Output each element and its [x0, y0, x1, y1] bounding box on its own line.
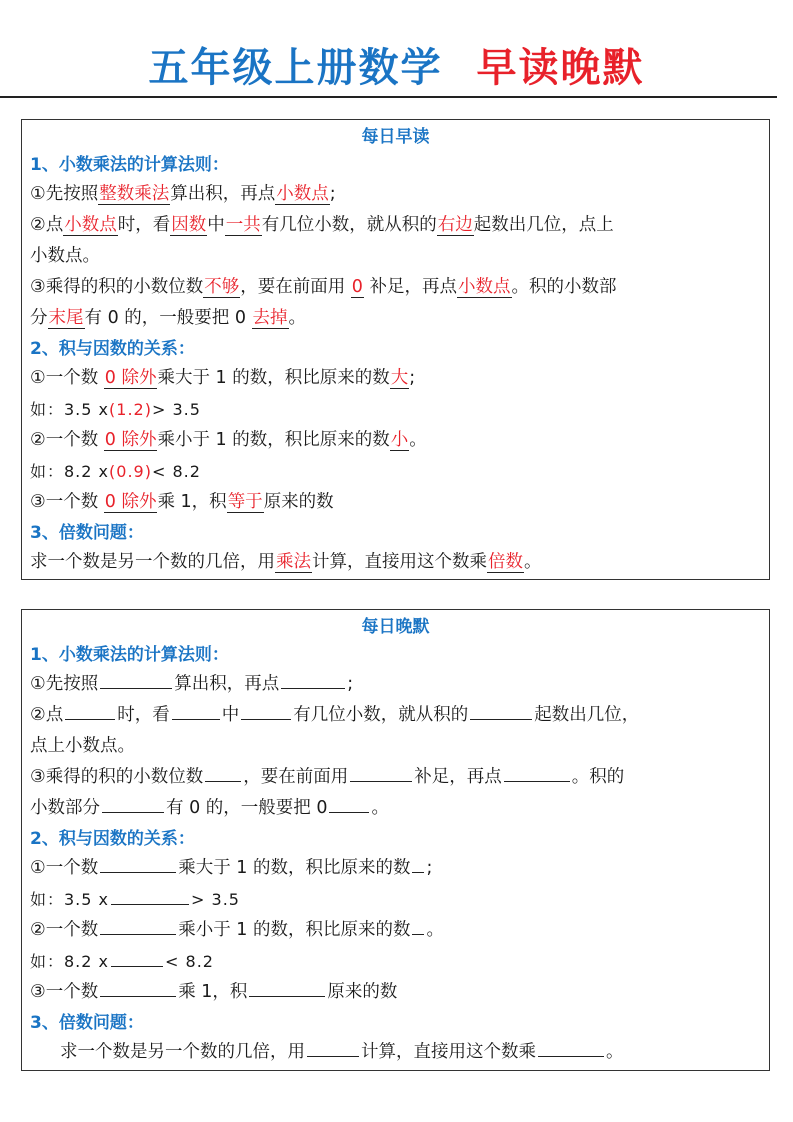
section-heading-2: 2、积与因数的关系： — [30, 829, 195, 849]
text: ①一个数 — [30, 368, 99, 388]
relation-line-2 — [30, 425, 761, 456]
answer: 去掉 — [252, 308, 288, 328]
answer: 一共 — [225, 215, 261, 235]
text: 有几位小数，就从积的 — [293, 705, 469, 725]
text: 计算，直接用这个数乘 — [361, 1042, 536, 1062]
section-heading-1: 1、小数乘法的计算法则： — [30, 155, 229, 175]
text: 。 — [288, 308, 307, 328]
evening-dictation-box — [21, 609, 770, 1071]
blank-field[interactable] — [100, 916, 176, 935]
blank-field[interactable] — [504, 763, 570, 782]
text: 乘大于 1 的数，积比原来的数 — [157, 368, 390, 388]
text: 补足，再点 — [369, 277, 457, 297]
blank-field[interactable] — [172, 701, 220, 720]
section-heading-2: 2、积与因数的关系： — [30, 339, 195, 359]
text: 有 0 的，一般要把 0 — [166, 798, 328, 818]
text: ①一个数 — [30, 858, 99, 878]
text: 补足，再点 — [414, 767, 502, 787]
rule-line-2-cont: 小数点。 — [30, 246, 100, 266]
text: < 8.2 — [165, 952, 214, 971]
text: 分 — [30, 308, 48, 328]
rule-line-3-cont — [30, 793, 761, 824]
relation-line-3 — [30, 487, 761, 518]
rule-line-1 — [30, 179, 761, 210]
relation-line-2 — [30, 915, 761, 946]
blank-field[interactable] — [307, 1038, 359, 1057]
answer: 倍数 — [488, 552, 523, 572]
text: 乘小于 1 的数，积比原来的数 — [178, 920, 411, 940]
title-main: 五年级上册数学 — [148, 45, 443, 91]
text: 计算，直接用这个数乘 — [312, 552, 487, 572]
rule-line-3 — [30, 762, 761, 793]
page-title — [0, 42, 793, 94]
text: ; — [347, 674, 354, 694]
answer: 0 — [351, 277, 363, 297]
text: 乘大于 1 的数，积比原来的数 — [178, 858, 411, 878]
blank-field[interactable] — [350, 763, 412, 782]
text: ; — [329, 184, 336, 204]
example-line-1 — [30, 394, 761, 425]
multiple-line — [30, 547, 761, 578]
answer: 0 除外 — [104, 492, 157, 512]
text: < 8.2 — [151, 462, 201, 481]
answer: 小数点 — [64, 215, 117, 235]
text: 求一个数是另一个数的几倍，用 — [30, 552, 275, 572]
blank-field[interactable] — [205, 763, 241, 782]
text: 原来的数 — [327, 982, 398, 1002]
text: ②一个数 — [30, 430, 99, 450]
text: 有几位小数，就从积的 — [261, 215, 437, 235]
text: 如：8.2 x — [30, 462, 110, 481]
relation-line-1 — [30, 853, 761, 884]
example-answer: (1.2) — [109, 400, 152, 419]
text: ②点 — [30, 705, 64, 725]
blank-field[interactable] — [412, 854, 424, 873]
section-heading-3: 3、倍数问题： — [30, 523, 144, 543]
morning-reading-box — [21, 119, 770, 580]
text: 中 — [207, 215, 225, 235]
text: ①先按照 — [30, 184, 99, 204]
blank-field[interactable] — [100, 978, 176, 997]
text: 算出积，再点 — [174, 674, 280, 694]
text: 如：3.5 x — [30, 890, 110, 909]
text: 如：3.5 x — [30, 400, 110, 419]
rule-line-2-cont: 点上小数点。 — [30, 736, 135, 756]
text: 。积的 — [571, 767, 625, 787]
text: 时，看 — [117, 705, 170, 725]
blank-field[interactable] — [100, 854, 176, 873]
text: ，要在前面用 — [240, 277, 346, 297]
rule-line-3 — [30, 272, 761, 303]
morning-heading: 每日早读 — [361, 127, 430, 147]
blank-field[interactable] — [281, 670, 345, 689]
text: ②一个数 — [30, 920, 99, 940]
answer: 不够 — [204, 277, 240, 297]
blank-field[interactable] — [470, 701, 532, 720]
blank-field[interactable] — [329, 794, 369, 813]
blank-field[interactable] — [412, 916, 424, 935]
text: ; — [409, 368, 416, 388]
text: ③一个数 — [30, 492, 99, 512]
text: 。 — [426, 920, 444, 940]
example-answer: (0.9) — [109, 462, 152, 481]
answer: 0 除外 — [104, 430, 157, 450]
blank-field[interactable] — [538, 1038, 604, 1057]
title-divider — [0, 96, 777, 98]
multiple-line — [30, 1037, 761, 1068]
blank-field[interactable] — [111, 948, 163, 967]
text: ③一个数 — [30, 982, 99, 1002]
text: 乘小于 1 的数，积比原来的数 — [157, 430, 390, 450]
text: 。 — [524, 552, 542, 572]
blank-field[interactable] — [111, 886, 189, 905]
answer: 等于 — [227, 492, 263, 512]
rule-line-2 — [30, 210, 761, 241]
blank-field[interactable] — [65, 701, 115, 720]
answer: 整数乘法 — [99, 184, 170, 204]
text: 。 — [409, 430, 427, 450]
section-heading-3: 3、倍数问题： — [30, 1013, 144, 1033]
example-line-1 — [30, 884, 761, 915]
answer: 小数点 — [276, 184, 329, 204]
text: ，要在前面用 — [243, 767, 349, 787]
text: 。 — [606, 1042, 624, 1062]
example-line-2 — [30, 946, 761, 977]
answer: 末尾 — [48, 308, 84, 328]
relation-line-3 — [30, 977, 761, 1008]
relation-line-1 — [30, 363, 761, 394]
example-line-2 — [30, 456, 761, 487]
rule-line-3-cont — [30, 303, 761, 334]
text: 。 — [371, 798, 389, 818]
title-sub: 早读晚默 — [476, 45, 645, 91]
blank-field[interactable] — [241, 701, 291, 720]
text: 小数部分 — [30, 798, 100, 818]
text: 有 0 的，一般要把 0 — [84, 308, 246, 328]
text: > 3.5 — [191, 890, 240, 909]
text: 算出积，再点 — [170, 184, 276, 204]
text: 乘 1，积 — [157, 492, 227, 512]
answer: 右边 — [437, 215, 473, 235]
text: 求一个数是另一个数的几倍，用 — [60, 1042, 305, 1062]
text: 乘 1，积 — [178, 982, 248, 1002]
text: 中 — [221, 705, 240, 725]
text: 时，看 — [117, 215, 171, 235]
text: ③乘得的积的小数位数 — [30, 277, 204, 297]
answer: 大 — [390, 368, 409, 388]
text: 起数出几位，点上 — [473, 215, 614, 235]
blank-field[interactable] — [249, 978, 325, 997]
rule-line-2 — [30, 700, 761, 731]
answer: 因数 — [171, 215, 207, 235]
text: ②点 — [30, 215, 64, 235]
text: 如：8.2 x — [30, 952, 110, 971]
text: ; — [426, 858, 433, 878]
text: 原来的数 — [263, 492, 334, 512]
evening-heading: 每日晚默 — [361, 617, 430, 637]
text: ③乘得的积的小数位数 — [30, 767, 204, 787]
blank-field[interactable] — [102, 794, 164, 813]
text: 。积的小数部 — [511, 277, 617, 297]
text: ①先按照 — [30, 674, 99, 694]
answer: 小数点 — [458, 277, 511, 297]
answer: 乘法 — [276, 552, 311, 572]
blank-field[interactable] — [100, 670, 172, 689]
text: 起数出几位， — [534, 705, 640, 725]
answer: 小 — [390, 430, 409, 450]
section-heading-1: 1、小数乘法的计算法则： — [30, 645, 229, 665]
text: > 3.5 — [151, 400, 201, 419]
rule-line-1 — [30, 669, 761, 700]
answer: 0 除外 — [104, 368, 157, 388]
